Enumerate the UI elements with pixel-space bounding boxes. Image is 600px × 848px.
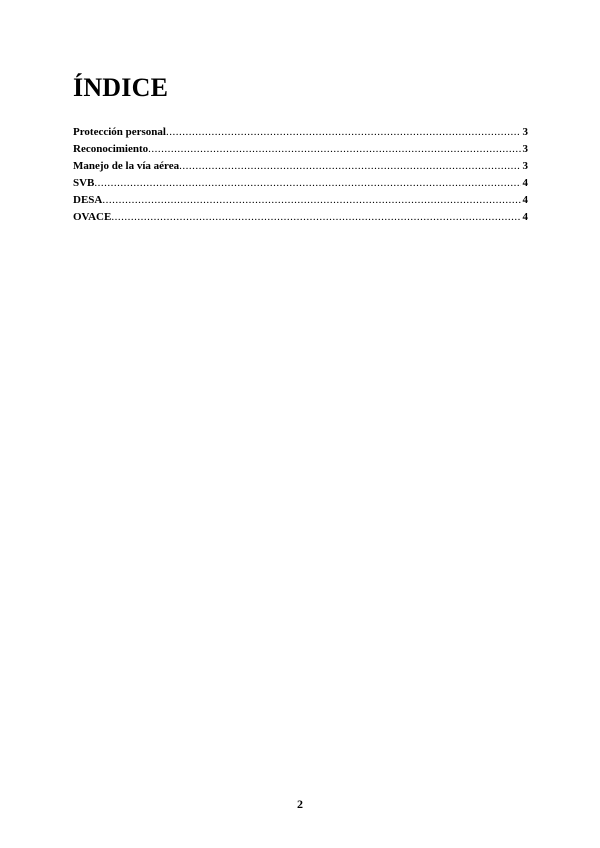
toc-entry-page: 3: [522, 160, 528, 172]
toc-dot-leader: [166, 124, 521, 141]
toc-entry[interactable]: [73, 209, 528, 226]
toc-dot-leader: [102, 192, 520, 209]
toc-dot-leader: [111, 209, 520, 226]
toc-entry-label: SVB: [73, 177, 95, 189]
toc-entry[interactable]: [73, 175, 528, 192]
toc-entry-label: DESA: [73, 194, 103, 206]
toc-dot-leader: [179, 158, 520, 175]
toc-entry-page: 3: [522, 126, 528, 138]
toc-entry[interactable]: [73, 192, 528, 209]
toc-entry-label: Protección personal: [73, 126, 166, 138]
page-number: 2: [297, 797, 303, 811]
toc-entry-label: OVACE: [73, 211, 112, 223]
toc-entry[interactable]: [73, 141, 528, 158]
index-title: ÍNDICE: [73, 73, 169, 102]
toc-entry[interactable]: [73, 158, 528, 175]
toc-entry-page: 3: [522, 143, 528, 155]
toc-entry-page: 4: [522, 211, 528, 223]
toc-dot-leader: [148, 141, 520, 158]
toc-entry-page: 4: [522, 194, 528, 206]
table-of-contents: [73, 124, 528, 226]
toc-entry-label: Manejo de la vía aérea: [73, 160, 180, 172]
toc-entry[interactable]: [73, 124, 528, 141]
toc-dot-leader: [94, 175, 520, 192]
toc-entry-page: 4: [522, 177, 528, 189]
toc-entry-label: Reconocimiento: [73, 143, 149, 155]
